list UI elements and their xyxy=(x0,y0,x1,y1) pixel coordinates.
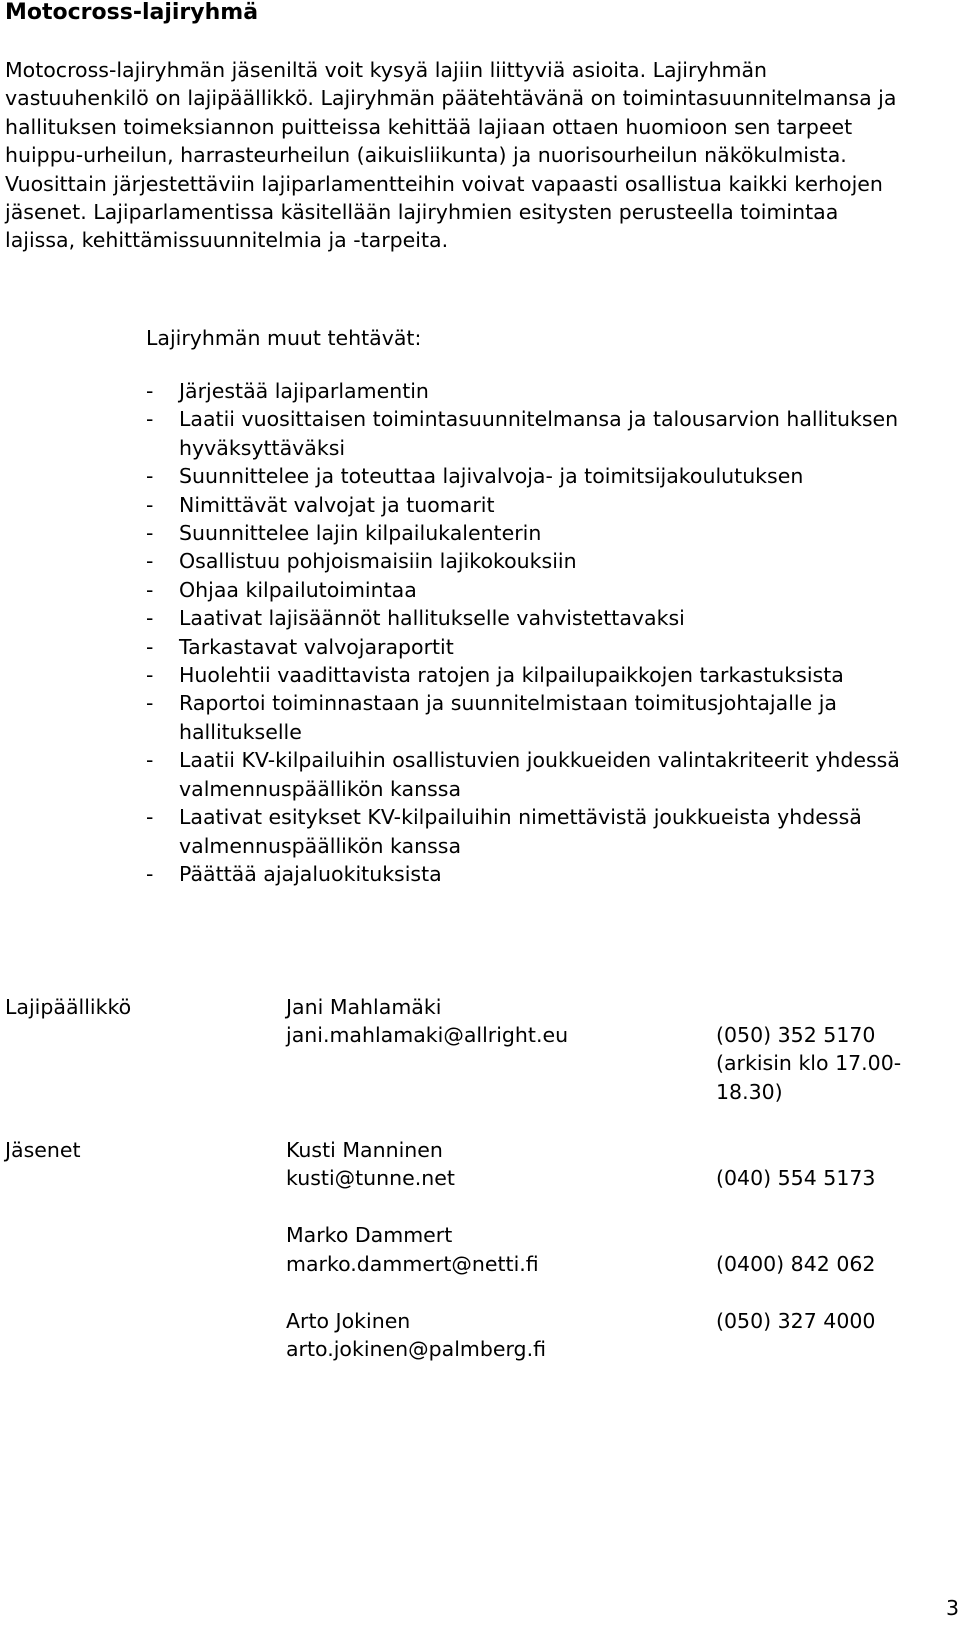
manager-role-label: Lajipäällikkö xyxy=(5,995,132,1019)
manager-phone: (050) 352 5170 (arkisin klo 17.00-18.30) xyxy=(716,1023,902,1104)
task-item: - Laatii KV-kilpailuihin osallistuvien joukkueiden valintakriteerit yhdessä valmennuspäällikön kanssa xyxy=(146,746,946,803)
task-item: - Nimittävät valvojat ja tuomarit xyxy=(146,491,946,519)
task-item: - Tarkastavat valvojaraportit xyxy=(146,633,946,661)
task-item: - Laativat lajisäännöt hallitukselle vahvistettavaksi xyxy=(146,604,946,632)
manager-email: jani.mahlamaki@allright.eu xyxy=(286,1023,569,1047)
member-name: Marko Dammert xyxy=(286,1223,453,1247)
task-item: - Osallistuu pohjoismaisiin lajikokouksiin xyxy=(146,547,946,575)
page-number: 3 xyxy=(946,1596,960,1620)
task-item: - Suunnittelee ja toteuttaa lajivalvoja- ja toimitsijakoulutuksen xyxy=(146,462,946,490)
tasks-heading: Lajiryhmän muut tehtävät: xyxy=(146,326,422,350)
member-email: kusti@tunne.net xyxy=(286,1166,455,1190)
members-role-label: Jäsenet xyxy=(5,1138,81,1162)
task-item: - Ohjaa kilpailutoimintaa xyxy=(146,576,946,604)
member-email: arto.jokinen@palmberg.fi xyxy=(286,1337,547,1361)
member-phone: (040) 554 5173 xyxy=(716,1166,876,1190)
task-item: - Raportoi toiminnastaan ja suunnitelmistaan toimitusjohtajalle ja hallitukselle xyxy=(146,689,946,746)
member-name: Arto Jokinen xyxy=(286,1309,411,1333)
member-name: Kusti Manninen xyxy=(286,1138,443,1162)
tasks-list xyxy=(146,377,946,888)
manager-name: Jani Mahlamäki xyxy=(286,995,442,1019)
task-item: - Suunnittelee lajin kilpailukalenterin xyxy=(146,519,946,547)
member-phone: (050) 327 4000 xyxy=(716,1309,876,1333)
task-item: - Päättää ajajaluokituksista xyxy=(146,860,946,888)
member-email: marko.dammert@netti.fi xyxy=(286,1252,539,1276)
task-item: - Laatii vuosittaisen toimintasuunnitelmansa ja talousarvion hallituksen hyväksyttäväksi xyxy=(146,405,946,462)
task-item: - Huolehtii vaadittavista ratojen ja kilpailupaikkojen tarkastuksista xyxy=(146,661,946,689)
intro-paragraph: Motocross-lajiryhmän jäseniltä voit kysyä lajiin liittyviä asioita. Lajiryhmän vastuuhenkilö on lajipäällikkö. Lajiryhmän päätehtävänä on toimintasuunnitelmansa ja hallituksen toimeksiannon puitteissa kehittää lajiaan ottaen huomioon sen tarpeet huippu-urheilun, harrasteurheilun (aikuisliikunta) ja nuorisourheilun näkökulmista. Vuosittain järjestettäviin lajiparlamentteihin voivat vapaasti osallistua kaikki kerhojen jäsenet. Lajiparlamentissa käsitellään lajiryhmien esitysten perusteella toimintaa lajissa, kehittämissuunnitelmia ja -tarpeita. xyxy=(5,58,897,253)
task-item: - Järjestää lajiparlamentin xyxy=(146,377,946,405)
task-item: - Laativat esitykset KV-kilpailuihin nimettävistä joukkueista yhdessä valmennuspäällikön kanssa xyxy=(146,803,946,860)
member-phone: (0400) 842 062 xyxy=(716,1252,876,1276)
page-title: Motocross-lajiryhmä xyxy=(5,0,259,25)
